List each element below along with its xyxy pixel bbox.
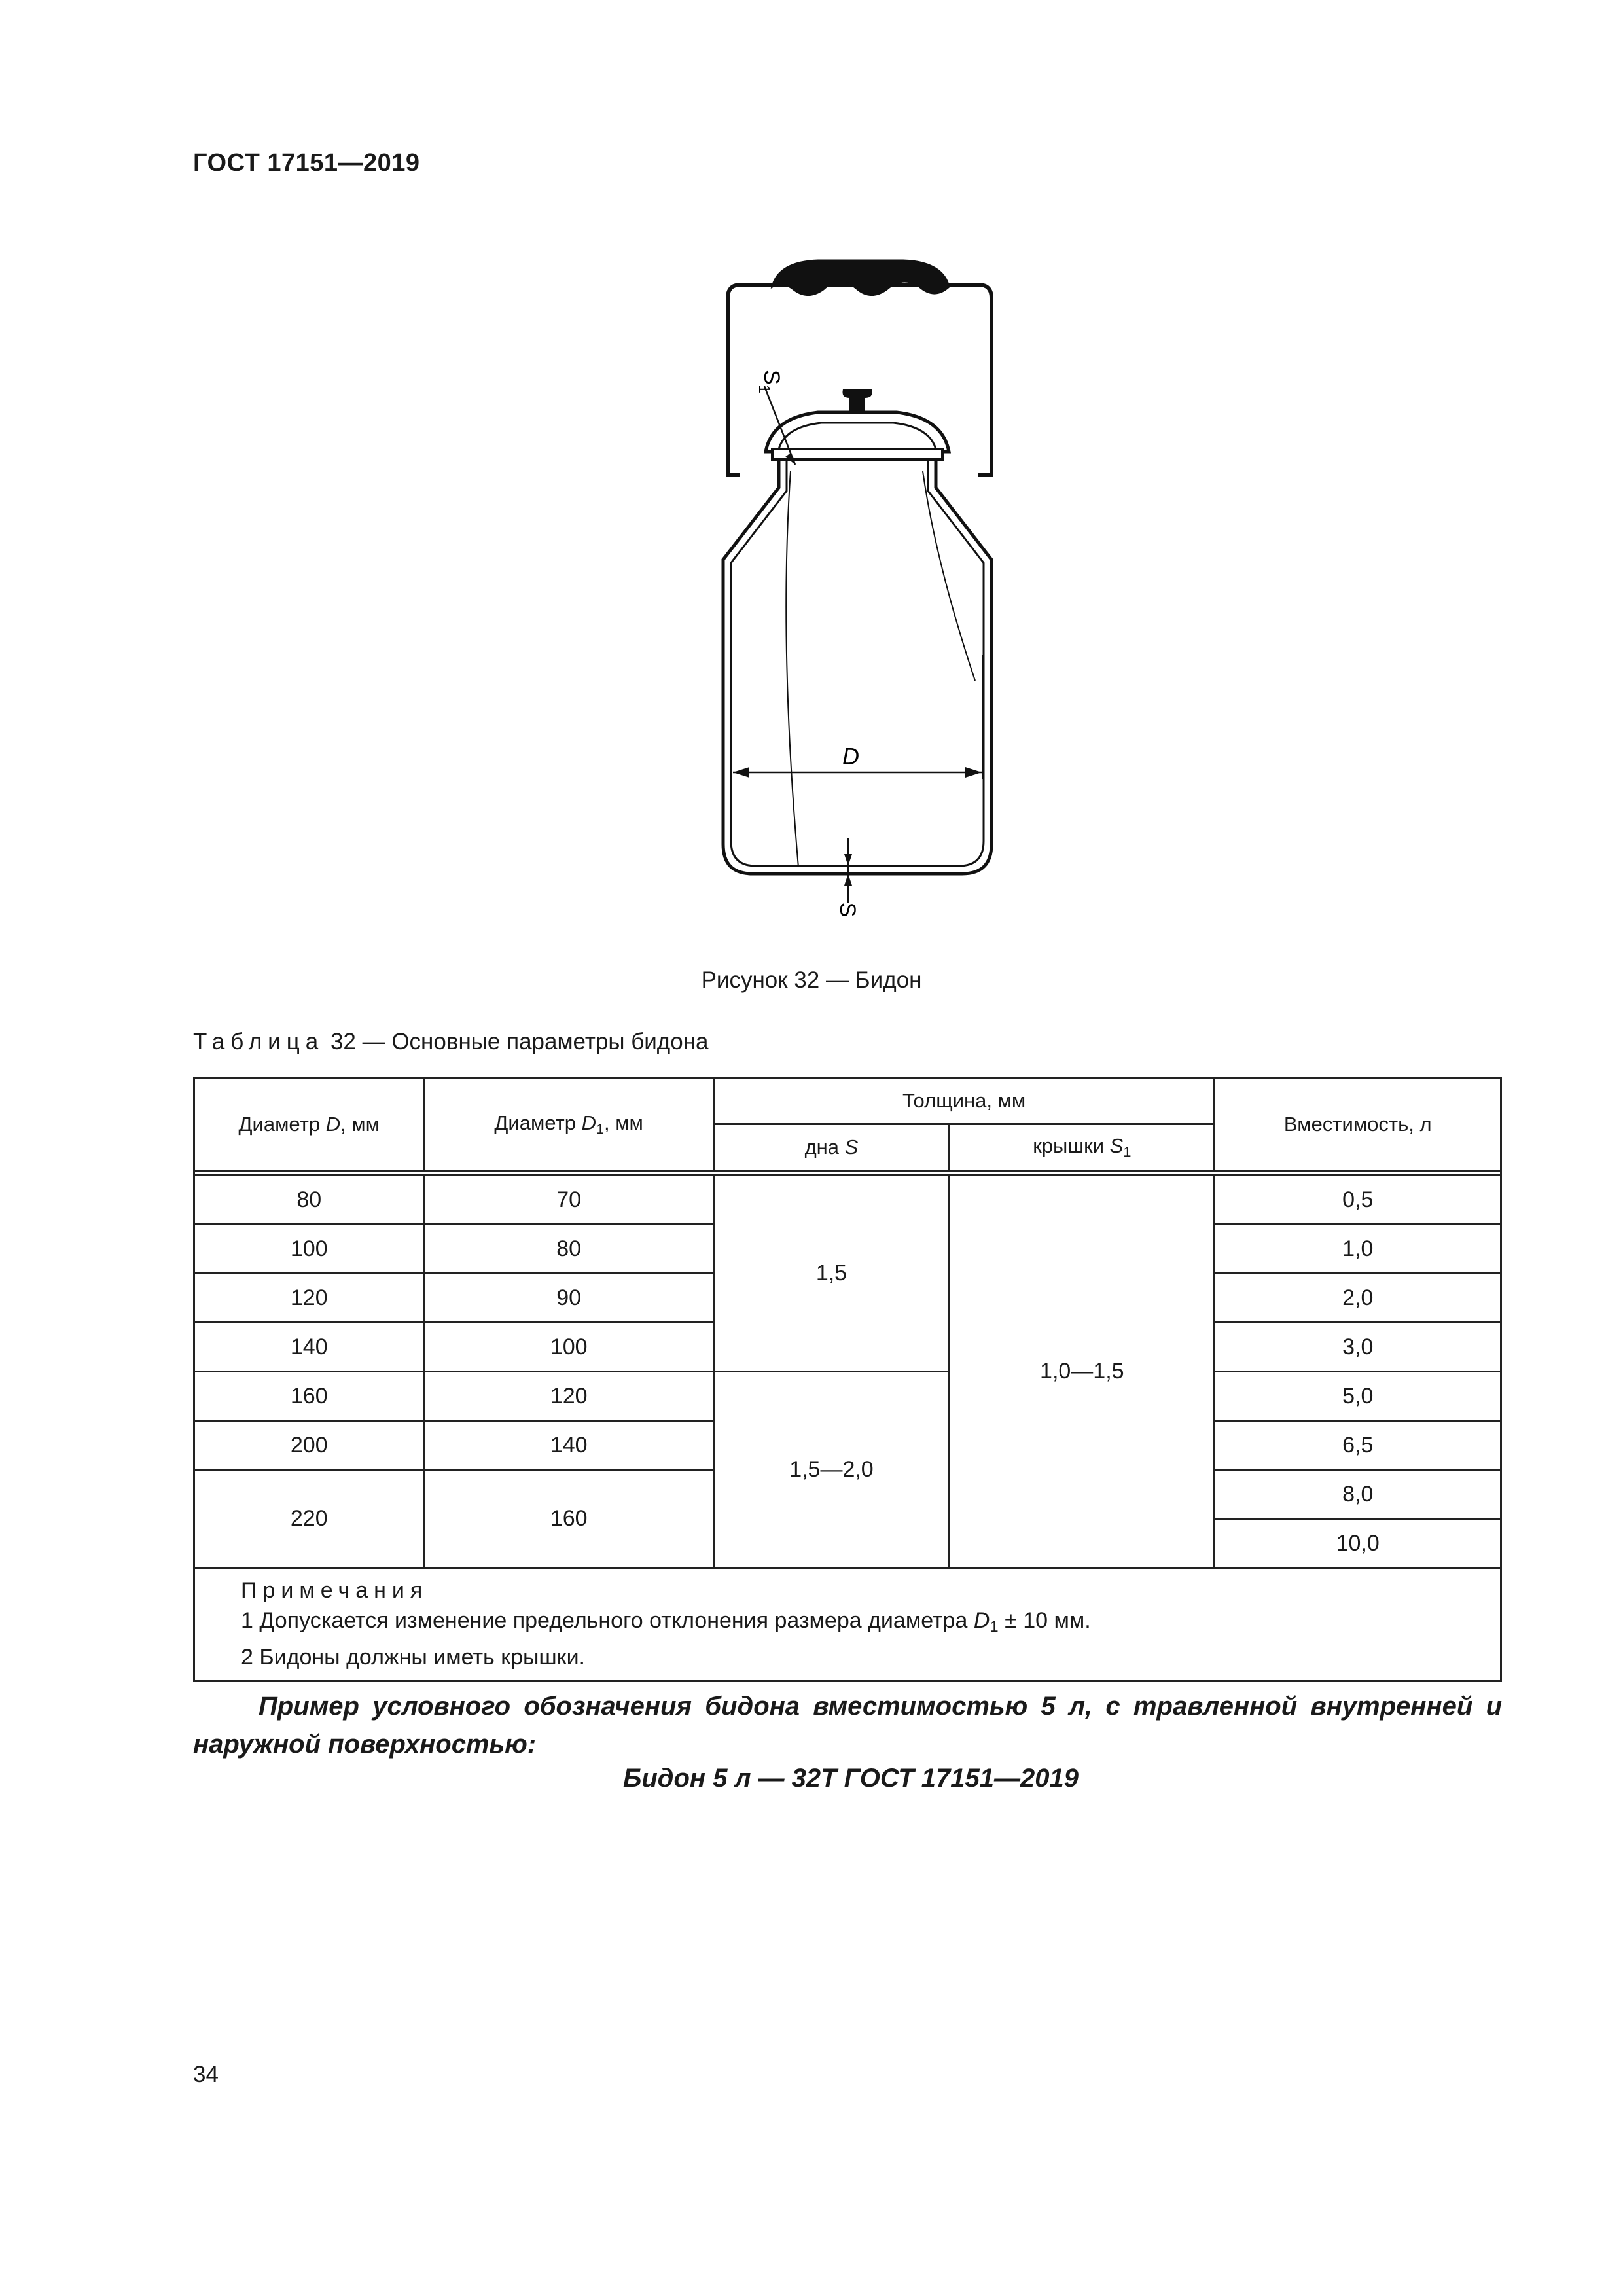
can-body-inner [731, 461, 984, 866]
header-diameter-d1: Диаметр $D_1$, мм [424, 1078, 713, 1171]
can-drawing [687, 249, 1027, 936]
document-header: ГОСТ 17151—2019 [193, 149, 420, 177]
cell-d1: 140 [424, 1421, 713, 1470]
cell-d1: 70 [424, 1175, 713, 1225]
cell-d: 100 [194, 1225, 425, 1274]
cell-lid-group: 1,0—1,5 [950, 1175, 1215, 1568]
cell-capacity: 10,0 [1215, 1519, 1501, 1568]
cell-capacity: 6,5 [1215, 1421, 1501, 1470]
dimension-d-label: D [842, 743, 859, 770]
cell-d: 220 [194, 1470, 425, 1568]
figure-caption: Рисунок 32 — Бидон [701, 967, 922, 993]
cell-capacity: 8,0 [1215, 1470, 1501, 1519]
note-1: 1 Допускается изменение предельного отклонения размера диаметра $D_1 \pm 10$ мм. [241, 1608, 1091, 1636]
lid-rim [772, 449, 942, 459]
table-title-text: 32 — Основные параметры бидона [324, 1029, 709, 1054]
header-thickness: Толщина, мм [713, 1078, 1215, 1124]
dimension-s1-label: $S_1$ [755, 370, 784, 394]
cell-d1: 120 [424, 1372, 713, 1421]
dimension-s-label: S [835, 902, 860, 918]
cell-d1: 100 [424, 1323, 713, 1372]
cell-d: 160 [194, 1372, 425, 1421]
header-lid-thickness: крышки $S_1$ [950, 1124, 1215, 1171]
cell-d: 200 [194, 1421, 425, 1470]
table-title-prefix: Таблица [193, 1029, 325, 1054]
can-drawing-svg [687, 249, 1027, 936]
header-bottom-thickness: дна S [713, 1124, 949, 1171]
notes-title: Примечания [241, 1578, 429, 1603]
section-line-left [786, 471, 798, 867]
lid-knob [842, 389, 872, 412]
table-title [193, 1029, 709, 1055]
table-row [194, 1372, 1501, 1421]
page-number: 34 [193, 2062, 219, 2087]
header-capacity: Вместимость, л [1215, 1078, 1501, 1171]
table-notes [194, 1568, 1501, 1681]
designation-example: Бидон 5 л — 32Т ГОСТ 17151—2019 [623, 1764, 1079, 1793]
note-2: 2 Бидоны должны иметь крышки. [241, 1645, 586, 1670]
cell-capacity: 0,5 [1215, 1175, 1501, 1225]
cell-d: 140 [194, 1323, 425, 1372]
cell-d1: 80 [424, 1225, 713, 1274]
parameters-table [193, 1077, 1502, 1682]
header-diameter-d: Диаметр D, мм [194, 1078, 425, 1171]
table-row [194, 1175, 1501, 1225]
cell-d1: 160 [424, 1470, 713, 1568]
cell-d1: 90 [424, 1274, 713, 1323]
cell-capacity: 1,0 [1215, 1225, 1501, 1274]
cell-capacity: 5,0 [1215, 1372, 1501, 1421]
cell-bottom-group-2: 1,5—2,0 [713, 1372, 949, 1568]
cell-capacity: 2,0 [1215, 1274, 1501, 1323]
cell-d: 120 [194, 1274, 425, 1323]
cell-capacity: 3,0 [1215, 1323, 1501, 1372]
handle-grip [772, 260, 949, 295]
designation-example-text: Пример условного обозначения бидона вместимостью 5 л, с травленной внутренней и наружной поверхностью: [193, 1692, 1502, 1759]
cell-bottom-group-1: 1,5 [713, 1175, 949, 1372]
cell-d: 80 [194, 1175, 425, 1225]
